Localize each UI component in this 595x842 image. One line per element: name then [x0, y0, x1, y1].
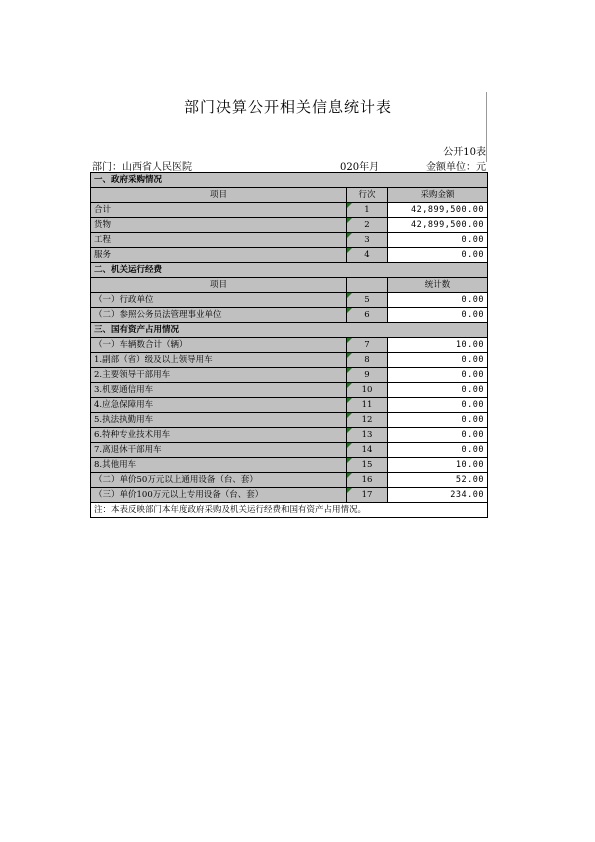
row-value[interactable]: 10.00 [388, 458, 488, 473]
unit-label: 金额单位：元 [426, 162, 486, 173]
table-row [91, 368, 488, 383]
row-value[interactable]: 10.00 [388, 338, 488, 353]
table-row [91, 353, 488, 368]
row-label: 5.执法执勤用车 [91, 413, 347, 428]
row-value[interactable]: 52.00 [388, 473, 488, 488]
row-label: 工程 [91, 233, 347, 248]
column-header-item: 项目 [91, 188, 347, 203]
table-row [91, 413, 488, 428]
row-value[interactable]: 0.00 [388, 233, 488, 248]
row-label: 4.应急保障用车 [91, 398, 347, 413]
row-label: 8.其他用车 [91, 458, 347, 473]
row-value[interactable]: 42,899,500.00 [388, 203, 488, 218]
table-row [91, 233, 488, 248]
row-value[interactable]: 0.00 [388, 383, 488, 398]
row-seq: 11 [347, 398, 388, 413]
row-seq: 3 [347, 233, 388, 248]
row-seq: 10 [347, 383, 388, 398]
section-heading-row [91, 263, 488, 278]
section-heading-row [91, 323, 488, 338]
column-header-amount: 采购金额 [388, 188, 488, 203]
row-seq: 15 [347, 458, 388, 473]
row-label: 服务 [91, 248, 347, 263]
table-row [91, 383, 488, 398]
section-heading-row [91, 173, 488, 188]
row-seq: 17 [347, 488, 388, 503]
table-row [91, 308, 488, 323]
row-value[interactable]: 0.00 [388, 368, 488, 383]
table-row [91, 203, 488, 218]
row-value[interactable]: 0.00 [388, 443, 488, 458]
row-label: （一）行政单位 [91, 293, 347, 308]
row-label: 合计 [91, 203, 347, 218]
table-row [91, 293, 488, 308]
table-row [91, 458, 488, 473]
table-row [91, 428, 488, 443]
row-value[interactable]: 0.00 [388, 308, 488, 323]
row-value[interactable]: 234.00 [388, 488, 488, 503]
row-seq: 5 [347, 293, 388, 308]
row-seq: 8 [347, 353, 388, 368]
column-header-count: 统计数 [388, 278, 488, 293]
row-value[interactable]: 42,899,500.00 [388, 218, 488, 233]
row-seq: 1 [347, 203, 388, 218]
row-label: 6.特种专业技术用车 [91, 428, 347, 443]
row-label: （二）参照公务员法管理事业单位 [91, 308, 347, 323]
table-row [91, 338, 488, 353]
row-label: （三）单价100万元以上专用设备（台、套） [91, 488, 347, 503]
row-label: 1.副部（省）级及以上领导用车 [91, 353, 347, 368]
section-heading: 一、政府采购情况 [91, 173, 488, 188]
row-seq: 6 [347, 308, 388, 323]
note-row [91, 503, 488, 518]
row-label: 7.离退休干部用车 [91, 443, 347, 458]
table-row [91, 473, 488, 488]
year-label: 020年月 [340, 162, 380, 173]
row-value[interactable]: 0.00 [388, 353, 488, 368]
row-seq: 2 [347, 218, 388, 233]
row-label: 货物 [91, 218, 347, 233]
column-header-item: 项目 [91, 278, 347, 293]
table-row [91, 218, 488, 233]
row-seq: 16 [347, 473, 388, 488]
row-value[interactable]: 0.00 [388, 398, 488, 413]
row-value[interactable]: 0.00 [388, 248, 488, 263]
table-row [91, 443, 488, 458]
column-header-row [91, 188, 488, 203]
row-label: （二）单价50万元以上通用设备（台、套） [91, 473, 347, 488]
column-header-seq: 行次 [347, 188, 388, 203]
row-value[interactable]: 0.00 [388, 428, 488, 443]
row-value[interactable]: 0.00 [388, 293, 488, 308]
form-number: 公开10表 [443, 147, 486, 158]
row-label: 2.主要领导干部用车 [91, 368, 347, 383]
row-label: 3.机要通信用车 [91, 383, 347, 398]
row-seq: 9 [347, 368, 388, 383]
row-seq: 12 [347, 413, 388, 428]
section-heading: 三、国有资产占用情况 [91, 323, 488, 338]
row-seq: 7 [347, 338, 388, 353]
department-label: 部门：山西省人民医院 [92, 162, 192, 173]
table-note: 注：本表反映部门本年度政府采购及机关运行经费和国有资产占用情况。 [91, 503, 488, 518]
row-seq: 14 [347, 443, 388, 458]
page-title: 部门决算公开相关信息统计表 [183, 98, 392, 116]
row-seq: 4 [347, 248, 388, 263]
table-row [91, 488, 488, 503]
sheet-border-line [486, 92, 487, 162]
column-header-row [91, 278, 488, 293]
column-header-seq-blank [347, 278, 388, 293]
table-row [91, 398, 488, 413]
statistics-table [90, 172, 488, 518]
row-label: （一）车辆数合计（辆） [91, 338, 347, 353]
section-heading: 二、机关运行经费 [91, 263, 488, 278]
table-row [91, 248, 488, 263]
row-seq: 13 [347, 428, 388, 443]
row-value[interactable]: 0.00 [388, 413, 488, 428]
